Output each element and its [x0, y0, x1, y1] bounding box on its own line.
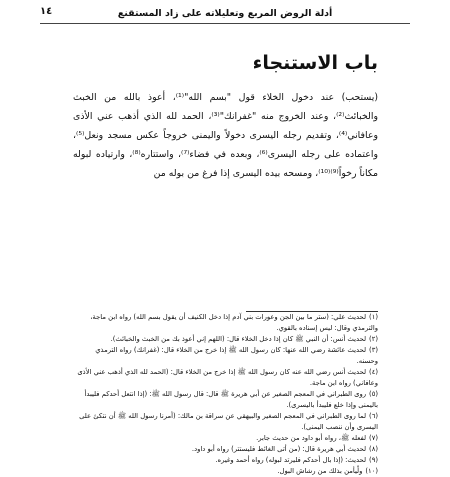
footnote-item [72, 466, 378, 477]
running-header [40, 3, 410, 24]
footnote-item [72, 411, 378, 433]
footnote-number: (١٠) [365, 467, 378, 475]
footnote-item [72, 433, 378, 444]
running-title: أدلة الروض المربع وتعليلاته على زاد المستقنع [117, 7, 333, 19]
footnote-text: لحديث أنس: أن النبي ﷺ كان إذا دخل الخلاء قال: (اللهم إني أعوذ بك من الخبث والخبائث). [110, 335, 367, 343]
footnote-item [72, 312, 378, 334]
chapter-title: باب الاستنجاء [252, 52, 378, 74]
footnote-number: (٦) [369, 412, 378, 420]
footnote-text: لحديث: (إذا بال أحدكم فليرتد لبوله) رواه أحمد وغيره. [215, 456, 367, 464]
footnote-number: (٥) [369, 390, 378, 398]
footnote-text: لحديث علي: (ستر ما بين الجن وعورات بني آدم إذا دخل الكنيف أن يقول بسم الله) رواه ابن ماجة، والترمذي وقال: ليس إسناده بالقوي. [90, 313, 378, 332]
footnote-number: (٢) [369, 335, 378, 343]
main-paragraph: (يستحب) عند دخول الخلاء قول "بسم الله"⁽¹⁾، أعوذ بالله من الخبث والخبائث⁽²⁾، وعند الخروج منه "غفرانك"⁽³⁾، الحمد لله الذي أذهب عني الأذى وعافاني⁽⁴⁾، وتقديم رجله اليسرى دخولاً واليمنى خروجاً عكس مسجد ونعل⁽⁵⁾، واعتماده على رجله اليسرى⁽⁶⁾، وبعده في فضاء⁽⁷⁾، واستتاره⁽⁸⁾، وارتياده لبوله مكاناً رخواً⁽⁹⁾⁽¹⁰⁾، ومسحه بيده اليسرى إذا فرغ من بوله من [73, 92, 379, 179]
footnote-text: لما روى الطبراني في المعجم الصغير والبيهقي عن سراقة بن مالك: (أمرنا رسول الله ﷺ أن نتكئ على اليسرى وأن ننصب اليمنى). [79, 412, 378, 431]
footnote-text: لحديث أبي هريرة قال: (من أتى الغائط فليستتر) رواه أبو داود. [191, 445, 367, 453]
footnote-text: لحديث عائشة رضي الله عنها: كان رسول الله ﷺ إذا خرج من الخلاء قال: (غفرانك) رواه الترمذي وحسنه. [95, 346, 378, 365]
footnote-number: (١) [369, 313, 378, 321]
footnote-text: روى الطبراني في المعجم الصغير عن أبي هريرة ﷺ قال: قال رسول الله ﷺ: (إذا انتعل أحدكم فليبدأ باليمنى وإذا خلع فليبدأ باليسرى). [84, 390, 378, 409]
main-text [73, 88, 378, 183]
footnotes-list [72, 312, 378, 477]
footnote-number: (٧) [369, 434, 378, 442]
footnote-item [72, 345, 378, 367]
footnote-item [72, 334, 378, 345]
footnote-number: (٩) [369, 456, 378, 464]
footnote-text: ولْيأمن بذلك من رشاش البول. [277, 467, 363, 475]
footnote-item [72, 367, 378, 389]
page-number: ١٤ [40, 6, 53, 17]
footnote-number: (٨) [369, 445, 378, 453]
footnote-number: (٤) [369, 368, 378, 376]
footnote-item [72, 389, 378, 411]
footnote-item [72, 455, 378, 466]
footnote-text: لفعله ﷺ، رواه أبو داود من حديث جابر. [256, 434, 367, 442]
footnote-text: لحديث أنس رضي الله عنه كان رسول الله ﷺ إذا خرج من الخلاء قال: (الحمد لله الذي أذهب عني الأذى وعافاني) رواه ابن ماجة. [77, 368, 378, 387]
footnote-number: (٣) [369, 346, 378, 354]
